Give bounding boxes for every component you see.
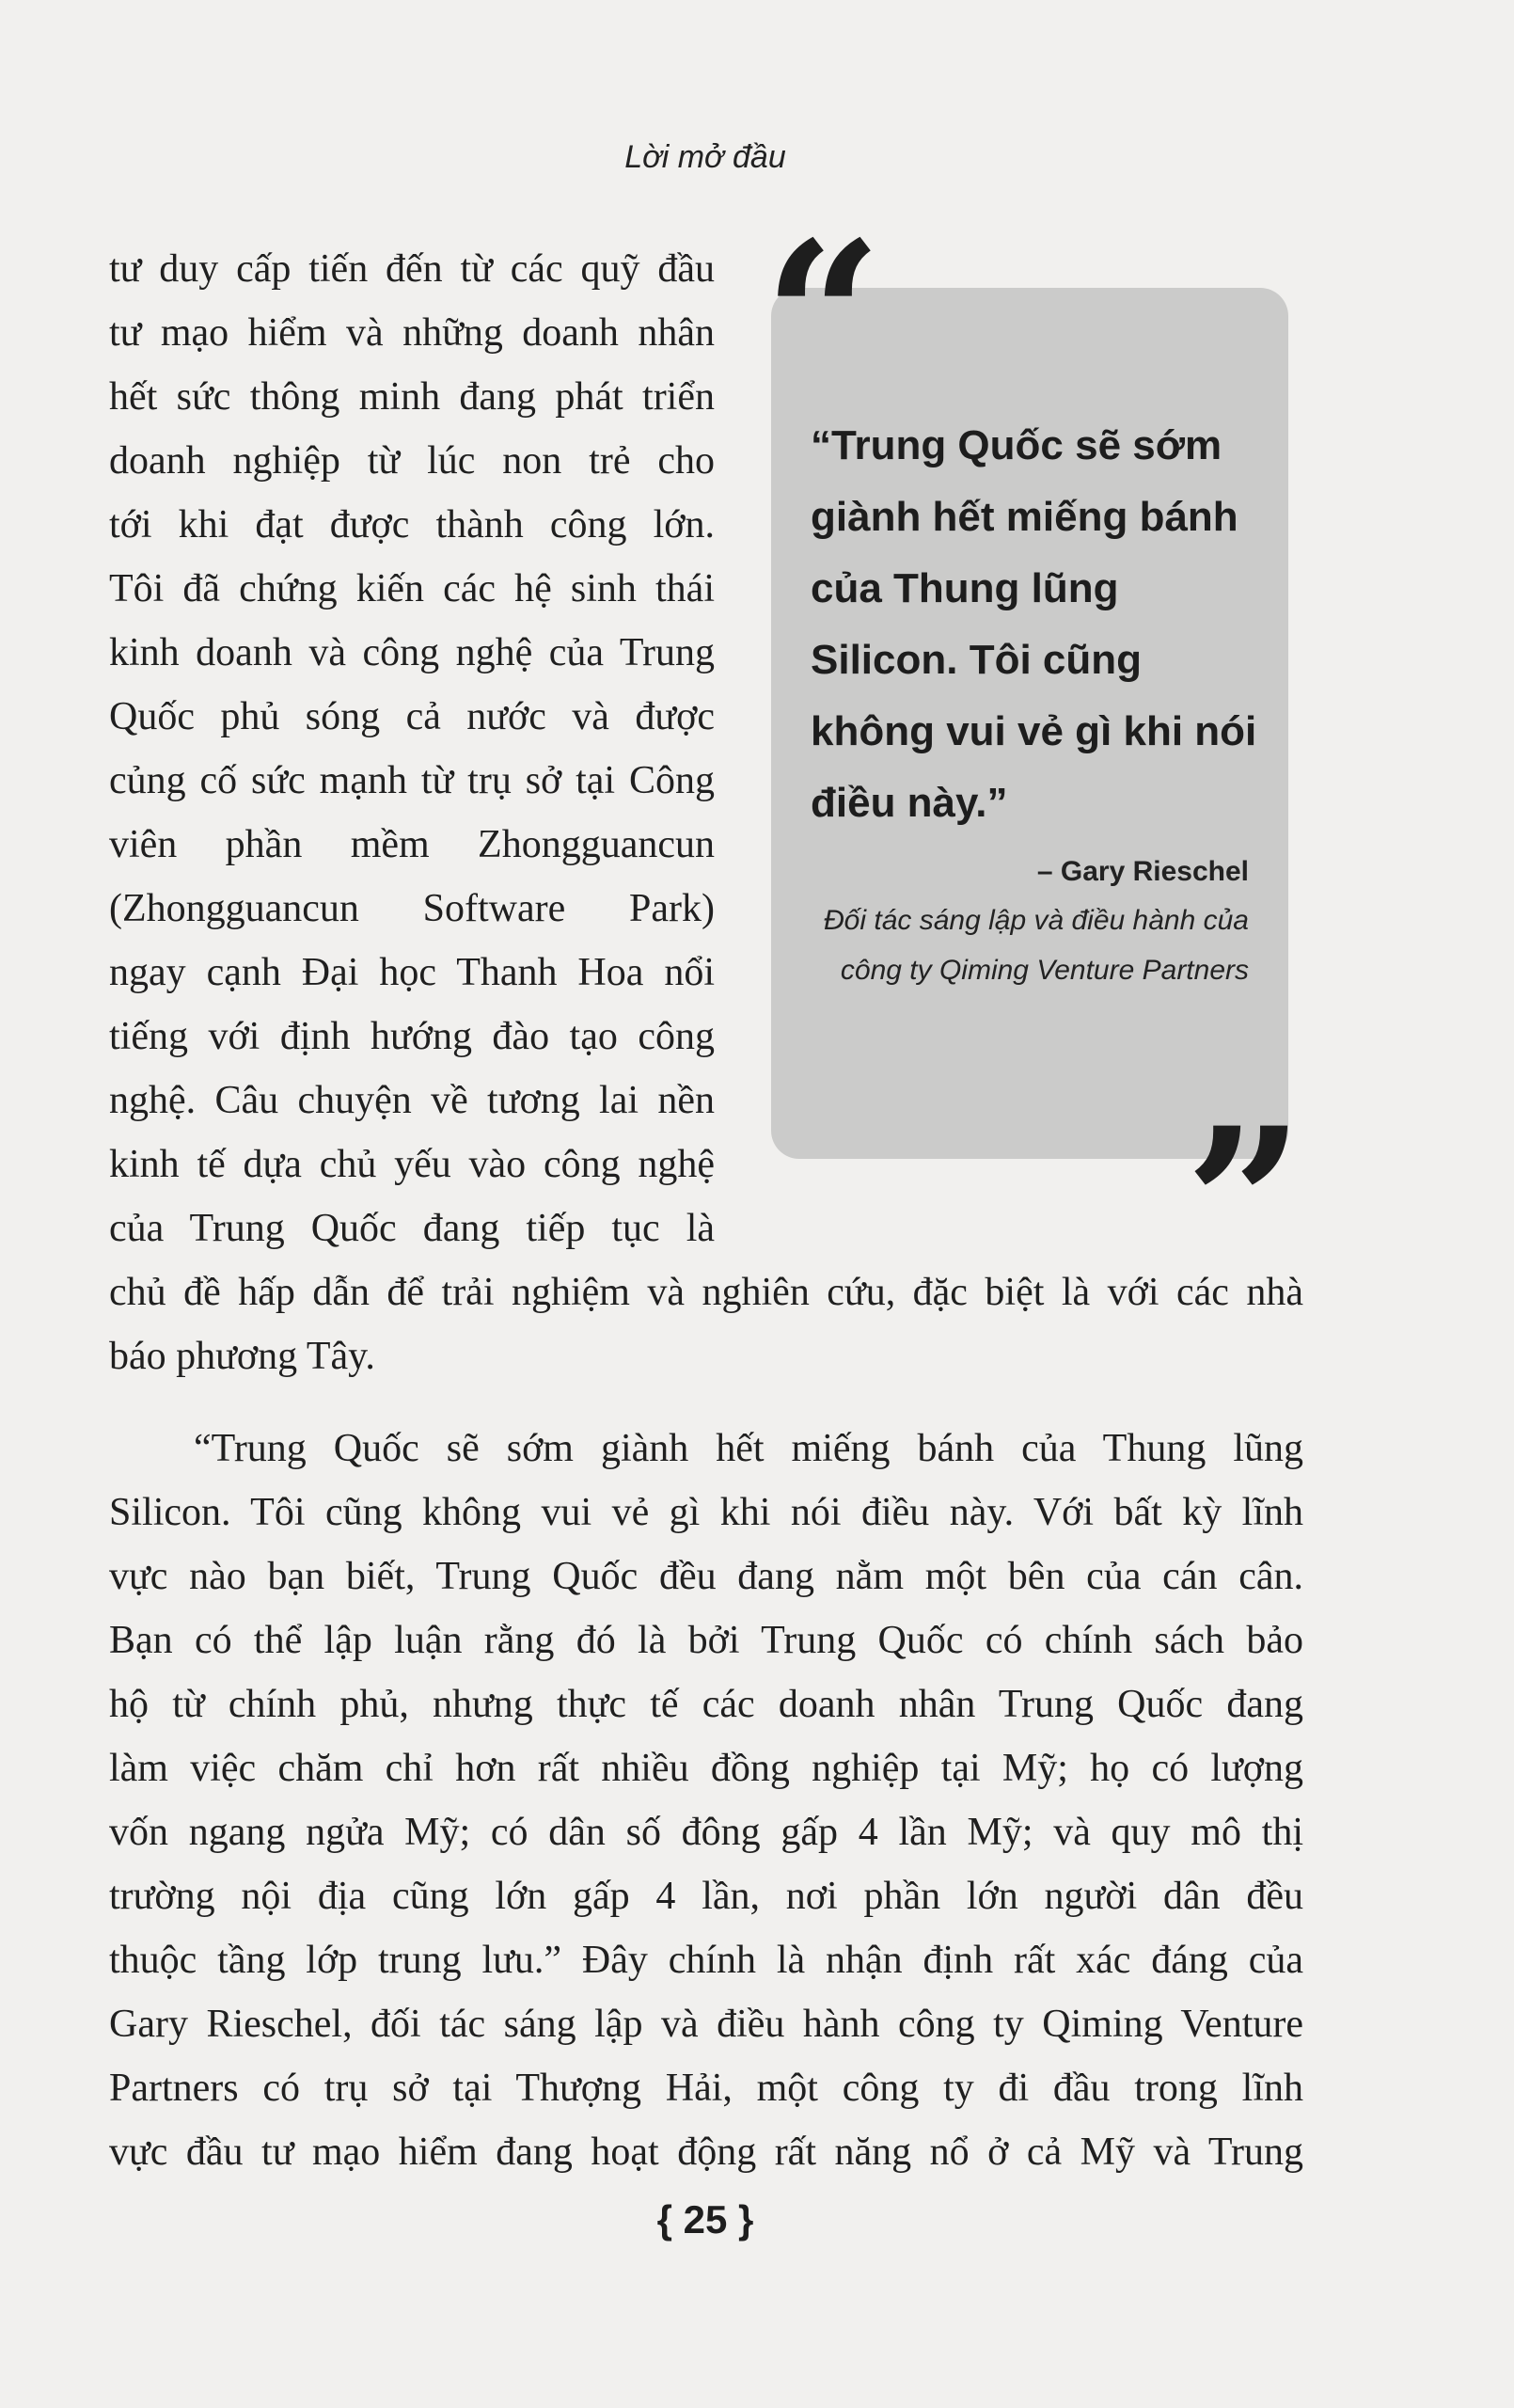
page-number: { 25 } [656,2197,754,2242]
text-line: báo phương Tây. [109,1335,375,1378]
text-line: tư duy cấp tiến đến từ các quỹ đầu [109,247,715,291]
text-line: tiếng với định hướng đào tạo công [109,1015,715,1058]
text-line: Bạn có thể lập luận rằng đó là bởi Trung Quốc có chính sách bảo [109,1619,1303,1662]
text-line: vốn ngang ngửa Mỹ; có dân số đông gấp 4 lần Mỹ; và quy mô thị [109,1811,1303,1854]
text-line: Gary Rieschel, đối tác sáng lập và điều hành công ty Qiming Venture [109,2003,1303,2046]
text-line: tới khi đạt được thành công lớn. [109,503,715,547]
text-line: Quốc phủ sóng cả nước và được [109,695,715,738]
text-line: kinh doanh và công nghệ của Trung [109,631,715,674]
pull-quote-text: “Trung Quốc sẽ sớm giành hết miếng bánh của Thung lũng Silicon. Tôi cũng không vui vẻ gì khi nói điều này.” [811,422,1257,826]
text-line: Silicon. Tôi cũng không vui vẻ gì khi nói điều này. Với bất kỳ lĩnh [109,1491,1303,1534]
text-line: hộ từ chính phủ, nhưng thực tế các doanh nhân Trung Quốc đang [109,1683,1303,1726]
text-line: làm việc chăm chỉ hơn rất nhiều đồng nghiệp tại Mỹ; họ có lượng [109,1747,1303,1790]
text-line: ngay cạnh Đại học Thanh Hoa nổi [109,951,715,994]
close-quote-mark: ” [1185,1082,1304,1325]
text-line: trường nội địa cũng lớn gấp 4 lần, nơi phần lớn người dân đều [109,1875,1303,1918]
text-line: nghệ. Câu chuyện về tương lai nền [109,1079,715,1122]
text-line: vực nào bạn biết, Trung Quốc đều đang nằm một bên của cán cân. [109,1555,1303,1598]
text-line: hết sức thông minh đang phát triển [109,375,715,419]
text-line: Partners có trụ sở tại Thượng Hải, một công ty đi đầu trong lĩnh [109,2067,1303,2110]
text-line: thuộc tầng lớp trung lưu.” Đây chính là nhận định rất xác đáng của [109,1939,1303,1982]
open-quote-mark: “ [764,196,883,439]
pull-quote-author: – Gary Rieschel [1036,856,1249,887]
pull-quote-role: Đối tác sáng lập và điều hành của công ty Qiming Venture Partners [824,905,1249,986]
text-line: vực đầu tư mạo hiểm đang hoạt động rất năng nổ ở cả Mỹ và Trung [109,2131,1303,2174]
text-line: chủ đề hấp dẫn để trải nghiệm và nghiên cứu, đặc biệt là với các nhà [109,1271,1303,1314]
running-header: Lời mở đầu [624,139,786,175]
text-line: củng cố sức mạnh từ trụ sở tại Công [109,759,715,802]
text-line: kinh tế dựa chủ yếu vào công nghệ [109,1143,715,1186]
text-line: “Trung Quốc sẽ sớm giành hết miếng bánh của Thung lũng [194,1427,1303,1470]
text-line: doanh nghiệp từ lúc non trẻ cho [109,439,715,483]
text-line: tư mạo hiểm và những doanh nhân [109,311,715,355]
text-line: Tôi đã chứng kiến các hệ sinh thái [109,567,715,610]
text-line: viên phần mềm Zhongguancun [109,823,715,866]
text-line: của Trung Quốc đang tiếp tục là [109,1207,715,1250]
text-line: (Zhongguancun Software Park) [109,887,715,930]
